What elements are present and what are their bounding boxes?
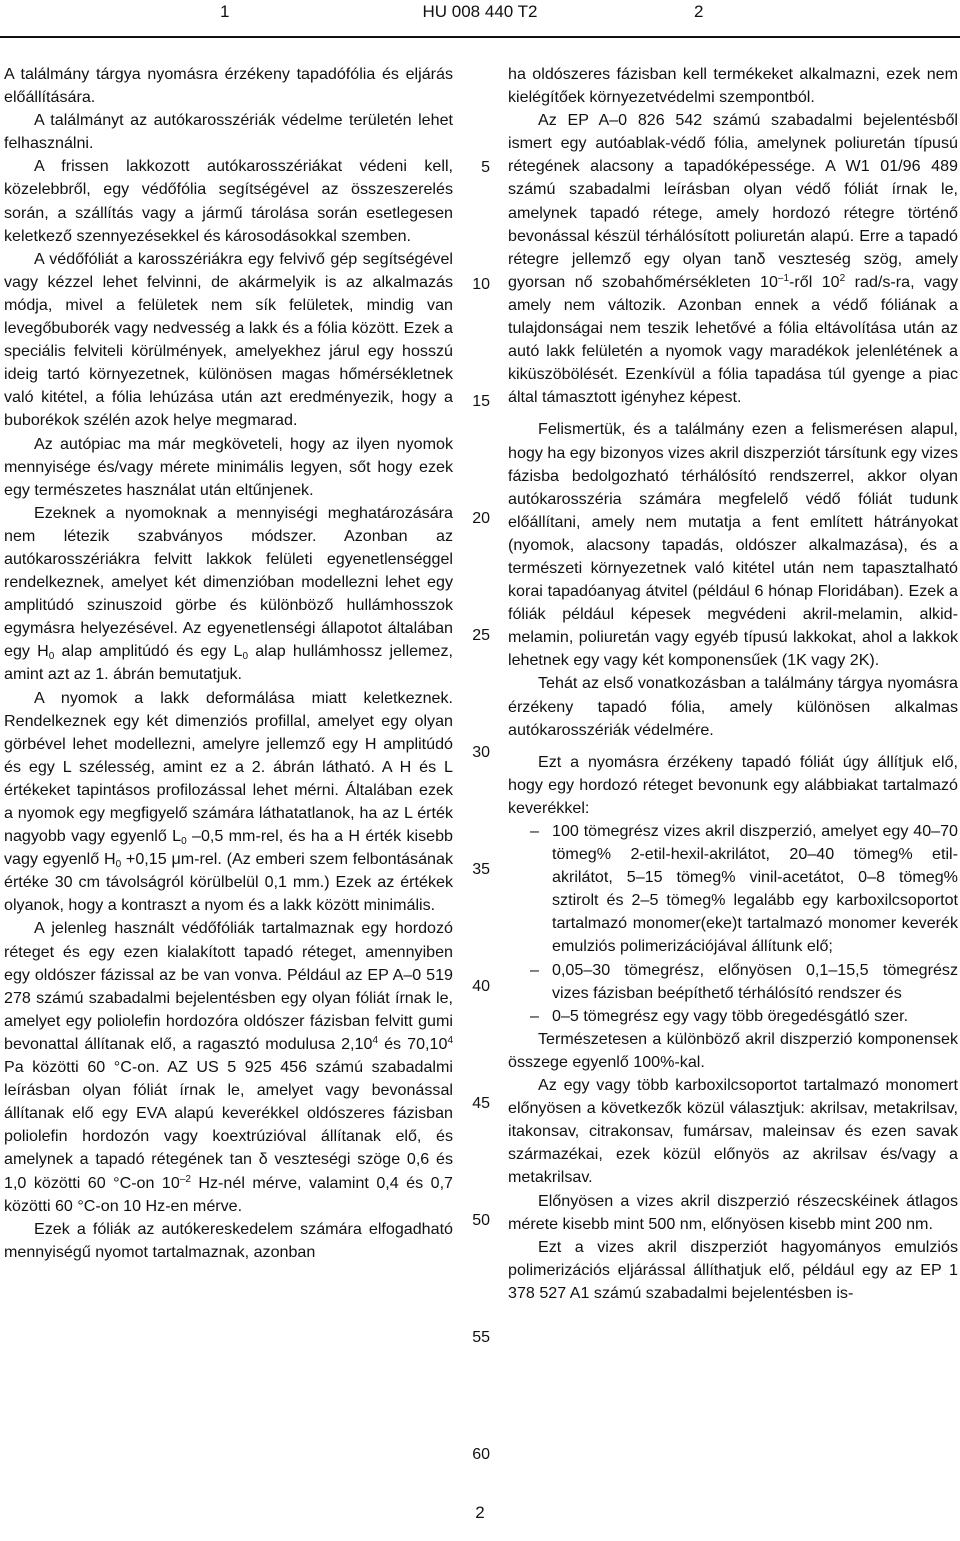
paragraph: ha oldószeres fázisban kell termékeket alkalmazni, ezek nem kielégítőek környezetvédelmi szempontból. — [508, 65, 958, 107]
paragraph: Előnyösen a vizes akril diszperzió részecskéinek átlagos mérete kisebb mint 500 nm, előnyösen kisebb mint 200 nm. — [508, 1191, 958, 1233]
page-footer-number: 2 — [475, 1503, 485, 1522]
page-number-left: 1 — [220, 2, 230, 21]
list-item: – 100 tömegrész vizes akril diszperzió, amelyet egy 40–70 tömeg% 2-etil-hexil-akrilátot, 20–40 tömeg% etil-akrilátot, 5–15 tömeg% vinil-acetátot, 0–8 tömeg% sztirolt és 2–5 tömeg% legalább egy karboxilcsoportot tartalmazó monomer(eke)t tartalmazó monomer keverék emulziós polimerizációjával állítunk elő; — [530, 822, 958, 956]
line-number: 55 — [472, 1329, 490, 1346]
line-number: 35 — [472, 861, 490, 878]
document-id: HU 008 440 T2 — [422, 2, 538, 21]
line-number: 30 — [472, 744, 490, 761]
line-number: 50 — [472, 1212, 490, 1229]
line-number: 20 — [472, 510, 490, 527]
paragraph: A jelenleg használt védőfóliák tartalmaznak egy hordozó réteget és egy ezen kialakított tapadó réteget, amennyiben egy oldószer fázissal az be van vonva. Például az EP A–0 519 278 számú szabadalmi bejelentésben egy olyan fóliát írnak le, amelyet egy poliolefin hordozóra oldószer fázisban felvitt gumi bevonattal állítanak elő, a ragasztó modulusa 2,10$^4$ és 70,10$^4$ Pa közötti 60 °C-on. AZ US 5 925 456 számú szabadalmi leírásban olyan fóliát írnak le, amelyet vagy bevonással állítanak elő egy EVA alapú keverékkel oldószeres fázisban poliolefin hordozón vagy koextrúzióval állítanak elő, és amelynek a tapadó rétegének tan δ veszteségi szöge 0,6 és 1,0 közötti 60 °C-on $10^{-2}$ Hz-nél mérve, valamint 0,4 és 0,7 közötti 60 °C-on 10 Hz-en mérve. — [4, 919, 453, 1215]
paragraph: Az EP A–0 826 542 számú szabadalmi bejelentésből ismert egy autóablak-védő fólia, amelynek poliuretán típusú rétegének alacsony a tapadóképessége. A W1 01/96 489 számú szabadalmi leírásban olyan védő fóliát írnak le, amelynek tapadó rétege, amely hordozó rétegre történő bevonással készül térhálósított poliuretán alapú. Erre a tapadó rétegre jellemző egy olyan tanδ veszteség szög, amely gyorsan nő szobahőmérsékleten $10^{-1}$-ről $10^2$ rad/s-ra, vagy amely nem változik. Azonban ennek a védő fóliának a tulajdonságai nem teszik lehetővé a fólia eltávolítása után az autó lakk felületén a nyomok vagy maradékok jelenlétének a kiküszöbölését. Ezenkívül a fólia tapadása túl gyenge a piac által támasztott igényhez képest. — [508, 111, 958, 407]
paragraph: Tehát az első vonatkozásban a találmány tárgya nyomásra érzékeny tapadó fólia, amely különösen alkalmas autókarosszériák védelmére. — [508, 674, 958, 739]
paragraph: A frissen lakkozott autókarosszériákat védeni kell, közelebbről, egy védőfólia segítségével az összeszerelés során, a szállítás vagy a jármű tárolása során esetlegesen keletkező szennyezésekkel és károsodásokkal szemben. — [4, 157, 453, 245]
paragraph: A nyomok a lakk deformálása miatt keletkeznek. Rendelkeznek egy két dimenziós profillal, amelyet egy olyan görbével lehet modellezni, amelyre jellemző egy H amplitúdó és egy L szélesség, amint ez a 2. ábrán látható. A H és L értékeket tapintásos profilozással lehet mérni. Általában ezek a nyomok egy megfigyelő számára láthatatlanok, ha az L érték nagyobb vagy egyenlő $L_0$ –0,5 mm-rel, és ha a H érték kisebb vagy egyenlő $H_0 +0,15$ μm-rel. (Az emberi szem felbontásának értéke 30 cm távolságról körülbelül 0,1 mm.) Ezek az értékek olyanok, hogy a kontraszt a nyom és a lakk között minimális. — [4, 688, 453, 915]
line-number: 40 — [472, 978, 490, 995]
paragraph: A találmányt az autókarosszériák védelme területén lehet felhasználni. — [4, 111, 453, 153]
line-number: 25 — [472, 627, 490, 644]
left-column — [4, 63, 453, 1264]
line-number: 10 — [472, 276, 490, 293]
line-number: 60 — [472, 1446, 490, 1463]
paragraph: Ezt a vizes akril diszperziót hagyományos emulziós polimerizációs eljárással állíthatjuk elő, például egy az EP 1 378 527 A1 számú szabadalmi bejelentésben is- — [508, 1237, 958, 1302]
paragraph: A találmány tárgya nyomásra érzékeny tapadófólia és eljárás előállítására. — [4, 65, 453, 107]
list-item: – 0–5 tömegrész egy vagy több öregedésgátló szer. — [530, 1006, 909, 1025]
paragraph: Felismertük, és a találmány ezen a felismerésen alapul, hogy ha egy bizonyos vizes akril diszperziót társítunk egy vizes fázisba bedolgozható térhálósító rendszerrel, akkor olyan autókarosszéria számára megfelelő védő fóliát tudunk előállítani, amely nem mutatja a fent említett hátrányokat (nyomok, alacsony tapadás, oldószer alkalmazása), és a természeti környezetnek való kitétel után nem tapasztalható korai tapadóanyag átvitel (például 6 hónap Floridában). Ezek a fóliák például képesek megvédeni akril-melamin, alkid-melamin, poliuretán vagy egyéb típusú lakkokat, ahol a lakkok lehetnek egy vagy két komponensűek (1K vagy 2K). — [508, 420, 958, 670]
paragraph: Az autópiac ma már megköveteli, hogy az ilyen nyomok mennyisége és/vagy mérete minimális legyen, sőt hogy ezek egy természetes használat után eltűnjenek. — [4, 434, 453, 499]
paragraph: A védőfóliát a karosszériákra egy felvivő gép segítségével vagy kézzel lehet felvinni, de akármelyik is az alkalmazás módja, mivel a felületek nem sík felületek, mindig van levegőbuborék vagy nedvesség a lakk és a fólia között. Ezek a speciális felviteli körülmények, amelyekhez járul egy hosszú ideig tartó környezetnek, különösen magas hőmérsékletnek való kitétel, a fólia lehúzása után azt eredményezik, hogy a buborékok szélén azok helye megmarad. — [4, 249, 453, 430]
right-column — [508, 63, 958, 1305]
paragraph: Az egy vagy több karboxilcsoportot tartalmazó monomert előnyösen a következők közül választjuk: akrilsav, metakrilsav, itakonsav, citrakonsav, fumársav, maleinsav és ezen savak származékai, ezek közül előnyös az akrilsav és/vagy a metakrilsav. — [508, 1076, 958, 1187]
line-number: 15 — [472, 393, 490, 410]
paragraph: Természetesen a különböző akril diszperzió komponensek összege egyenlő 100%-kal. — [508, 1029, 958, 1071]
paragraph: Ezek a fóliák az autókereskedelem számára elfogadható mennyiségű nyomot tartalmaznak, azonban — [4, 1219, 453, 1261]
page-number-right: 2 — [694, 2, 704, 21]
list-item: – 0,05–30 tömegrész, előnyösen 0,1–15,5 tömegrész vizes fázisban beépíthető térhálósító rendszer és — [530, 960, 958, 1002]
line-number: 5 — [481, 159, 490, 176]
paragraph: Ezeknek a nyomoknak a mennyiségi meghatározására nem létezik szabványos módszer. Azonban az autókarosszériákra felvitt lakkok felületi egyenetlenséggel rendelkeznek, amelyet két dimenzióban modellezni lehet egy amplitúdó szinuszoid görbe és különböző hullámhosszok egymásra helyezésével. Az egyenetlenségi állapotot általában egy $H_0$ alap amplitúdó és egy $L_0$ alap hullámhossz jellemez, amint azt az 1. ábrán bemutatjuk. — [4, 503, 453, 684]
paragraph: Ezt a nyomásra érzékeny tapadó fóliát úgy állítjuk elő, hogy egy hordozó réteget bevonunk egy alábbiakat tartalmazó keverékkel: — [508, 752, 958, 817]
component-list — [508, 820, 958, 1028]
page-header — [0, 2, 960, 28]
line-number: 45 — [472, 1095, 490, 1112]
header-rule — [0, 36, 960, 38]
